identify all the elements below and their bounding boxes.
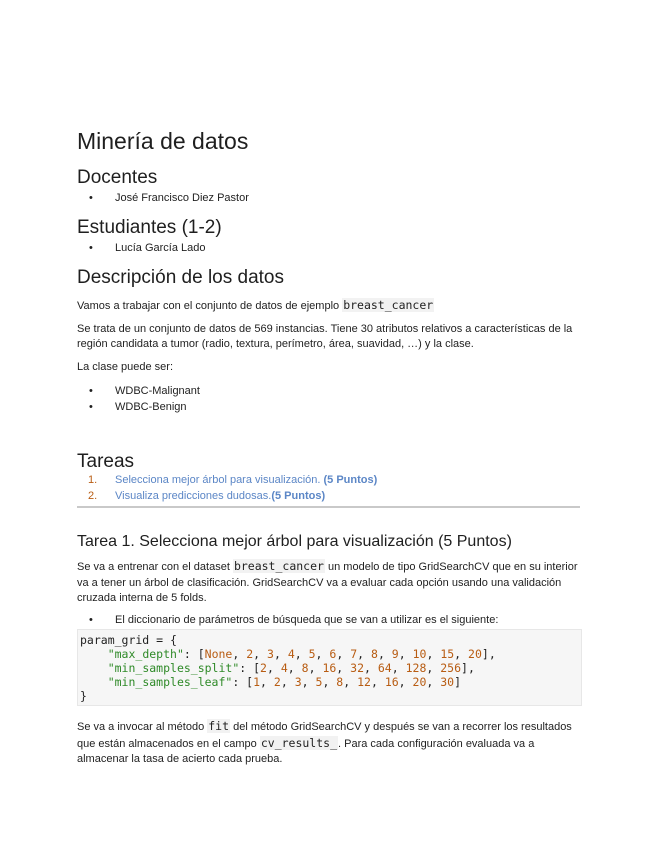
descripcion-paragraph-2: Se trata de un conjunto de datos de 569 instancias. Tiene 30 atributos relativos a características de la región candidata a tumor (radio, textura, perímetro, área, suavidad, …) y la clase. (77, 323, 573, 350)
code-number: 15 (440, 647, 455, 661)
code-key: "min_samples_split" (107, 661, 240, 675)
code-number: 5 (308, 647, 316, 661)
estudiantes-list (77, 240, 580, 256)
code-number: 30 (440, 675, 455, 689)
code-number: 9 (391, 647, 399, 661)
list-item (77, 472, 580, 488)
list-item: • WDBC-Benign (77, 399, 580, 415)
list-number: 2. (88, 490, 98, 502)
code-number: 3 (294, 675, 302, 689)
code-block: param_grid = { "max_depth": [None, 2, 3, 4, 5, 6, 7, 8, 9, 10, 15, 20], "min_samples_split": [2, 4, 8, 16, 32, 64, 128, 256], "min_samples_leaf": [1, 2, 3, 5, 8, 12, 16, 20, 30] } (77, 629, 582, 706)
code-number: 32 (350, 661, 365, 675)
code-number: 4 (287, 647, 295, 661)
docentes-heading: Docentes (77, 167, 158, 188)
list-number: 1. (88, 474, 98, 486)
code-number: 3 (267, 647, 274, 661)
code-number: 8 (336, 675, 344, 689)
list-item: • WDBC-Malignant (77, 383, 580, 399)
code-number: 1 (253, 675, 261, 689)
descripcion-paragraph-3: La clase puede ser: (77, 361, 174, 373)
code-number: 64 (377, 661, 392, 675)
code-number: 12 (357, 675, 371, 689)
tarea-1-link[interactable]: Selecciona mejor árbol para visualización. (5 Puntos) (115, 474, 378, 486)
inline-code: fit (208, 719, 230, 733)
code-number: 20 (412, 675, 427, 689)
code-number: 8 (371, 647, 378, 661)
code-number: 8 (301, 661, 309, 675)
docentes-list (77, 190, 580, 206)
code-number: 2 (260, 661, 267, 675)
list-item (77, 488, 580, 504)
page-title: Minería de datos (77, 128, 249, 154)
code-number: 4 (280, 661, 288, 675)
code-number: 256 (440, 661, 462, 675)
code-number: 7 (350, 647, 358, 661)
classes-list (77, 383, 580, 415)
tarea-2-link[interactable]: Visualiza predicciones dudosas.(5 Puntos) (115, 490, 326, 502)
list-item: • José Francisco Diez Pastor (77, 190, 580, 206)
tarea1-heading: Tarea 1. Selecciona mejor árbol para visualización (5 Puntos) (77, 533, 512, 550)
inline-code: breast_cancer (233, 559, 324, 573)
tarea1-paragraph-2: Se va a invocar al método fit del método GridSearchCV y después se van a recorrer los resultados que están almacenados en el campo cv_results_. Para cada configuración evaluada va a almacenar la tasa de acierto cada prueba. (77, 719, 572, 765)
code-key: "max_depth" (107, 647, 184, 661)
code-key: "min_samples_leaf" (107, 675, 233, 689)
estudiantes-heading: Estudiantes (1-2) (77, 217, 222, 238)
code-number: 2 (246, 647, 254, 661)
code-number: 16 (322, 661, 337, 675)
code-number: 128 (405, 661, 427, 675)
descripcion-paragraph-1: Vamos a trabajar con el conjunto de datos de ejemplo breast_cancer (77, 298, 434, 312)
list-item: • El diccionario de parámetros de búsqueda que se van a utilizar es el siguiente: (77, 612, 580, 628)
tarea1-paragraph-1: Se va a entrenar con el dataset breast_cancer un modelo de tipo GridSearchCV que en su interior va a tener un árbol de clasificación. GridSearchCV va a evaluar cada opción usando una validación cruzada interna de 5 folds. (77, 559, 578, 604)
code-number: 20 (468, 647, 482, 661)
inline-code: cv_results_ (260, 735, 338, 750)
code-number: 16 (384, 675, 399, 689)
code-number: 5 (315, 675, 323, 689)
tarea1-bullets (77, 612, 580, 628)
descripcion-heading: Descripción de los datos (77, 267, 284, 288)
section-divider (77, 506, 580, 508)
tareas-heading: Tareas (77, 451, 135, 472)
list-item: • Lucía García Lado (77, 240, 580, 256)
inline-code: breast_cancer (343, 298, 434, 312)
code-number: 6 (329, 647, 337, 661)
code-number: 2 (273, 675, 281, 689)
code-number: 10 (412, 647, 427, 661)
tareas-list (77, 472, 580, 504)
